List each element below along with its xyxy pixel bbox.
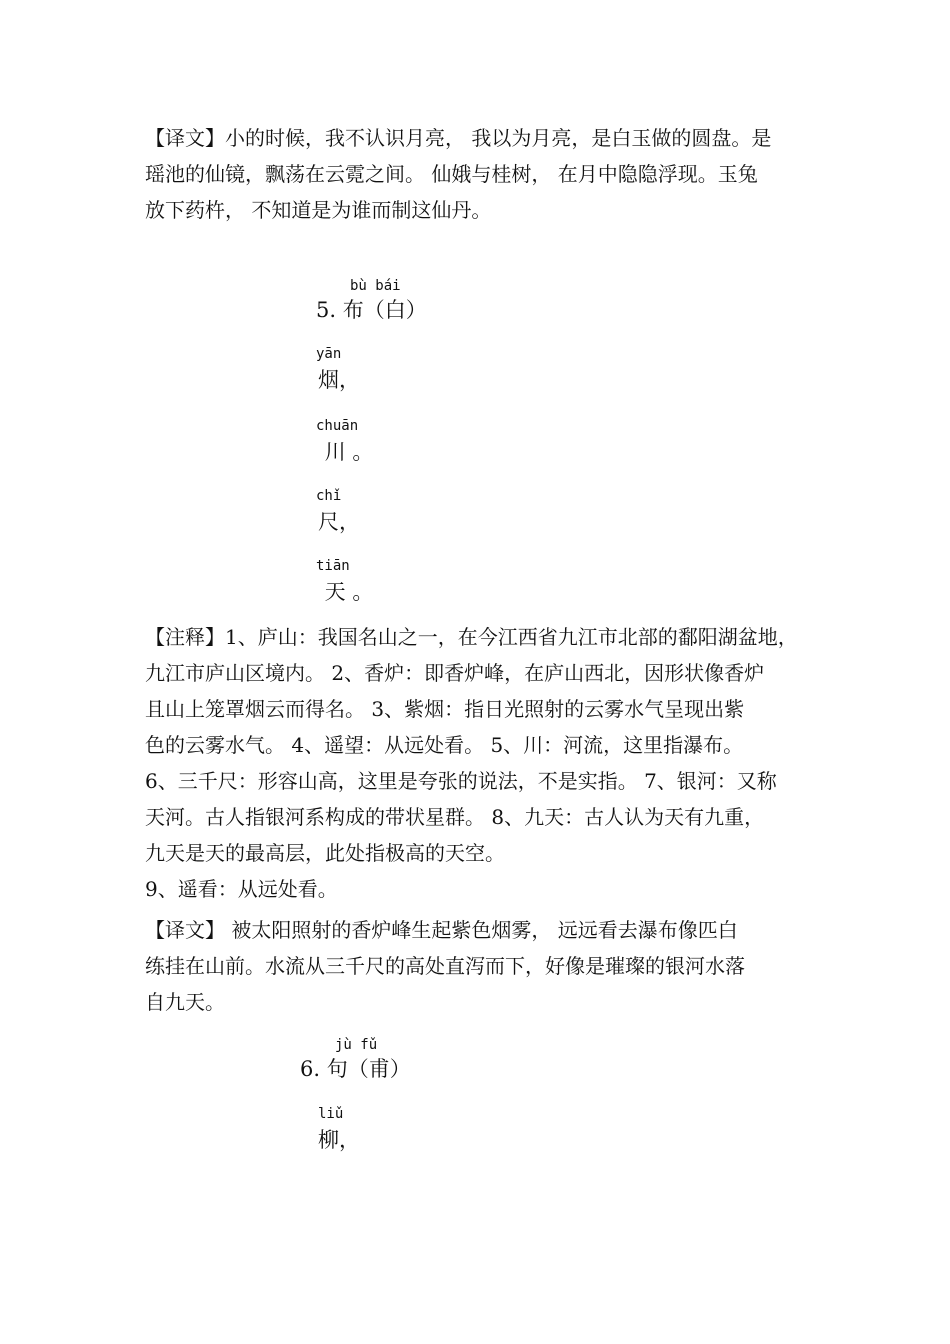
pinyin-annotation: tiān xyxy=(316,558,350,574)
poem-line: 川 。 xyxy=(318,440,374,464)
translation-line: 瑶池的仙镜，飘荡在云霓之间。 仙娥与桂树， 在月中隐隐浮现。玉兔 xyxy=(145,162,758,186)
translation-line: 练挂在山前。水流从三千尺的高处直泻而下，好像是璀璨的银河水落 xyxy=(145,954,745,978)
notes-paragraph xyxy=(145,619,835,907)
poem-line: 烟， xyxy=(318,368,360,392)
poem-title: 5. 布（白） xyxy=(316,298,427,322)
translation-line: 【译文】小的时候，我不认识月亮， 我以为月亮，是白玉做的圆盘。是 xyxy=(145,126,772,150)
poem-title-pinyin: bù bái xyxy=(350,278,401,294)
notes-line: 【注释】1、庐山：我国名山之一，在今江西省九江市北部的鄱阳湖盆地， xyxy=(145,625,798,649)
notes-line: 色的云雾水气。 4、遥望：从远处看。 5、川：河流，这里指瀑布。 xyxy=(145,733,744,757)
notes-line: 九江市庐山区境内。 2、香炉：即香炉峰，在庐山西北，因形状像香炉 xyxy=(145,661,765,685)
translation-line: 【译文】 被太阳照射的香炉峰生起紫色烟雾， 远远看去瀑布像匹白 xyxy=(145,918,738,942)
pinyin-annotation: yān xyxy=(316,346,342,362)
pinyin-annotation: chǐ xyxy=(316,488,342,504)
poem-line: 柳， xyxy=(318,1128,360,1152)
poem-line: 尺， xyxy=(318,510,360,534)
poem-title-pinyin: jù fǔ xyxy=(335,1037,378,1053)
notes-line: 9、遥看：从远处看。 xyxy=(145,877,338,901)
translation-paragraph-1 xyxy=(145,120,835,228)
translation-line: 自九天。 xyxy=(145,990,225,1014)
pinyin-annotation: liǔ xyxy=(318,1106,344,1122)
translation-paragraph-2 xyxy=(145,912,835,1020)
poem-title: 6. 句（甫） xyxy=(300,1057,411,1081)
notes-line: 九天是天的最高层，此处指极高的天空。 xyxy=(145,841,505,865)
notes-line: 6、三千尺：形容山高，这里是夸张的说法，不是实指。 7、银河：又称 xyxy=(145,769,777,793)
pinyin-annotation: chuān xyxy=(316,418,359,434)
notes-line: 且山上笼罩烟云而得名。 3、紫烟：指日光照射的云雾水气呈现出紫 xyxy=(145,697,745,721)
poem-line: 天 。 xyxy=(318,580,374,604)
translation-line: 放下药杵， 不知道是为谁而制这仙丹。 xyxy=(145,198,492,222)
notes-line: 天河。古人指银河系构成的带状星群。 8、九天：古人认为天有九重， xyxy=(145,805,765,829)
